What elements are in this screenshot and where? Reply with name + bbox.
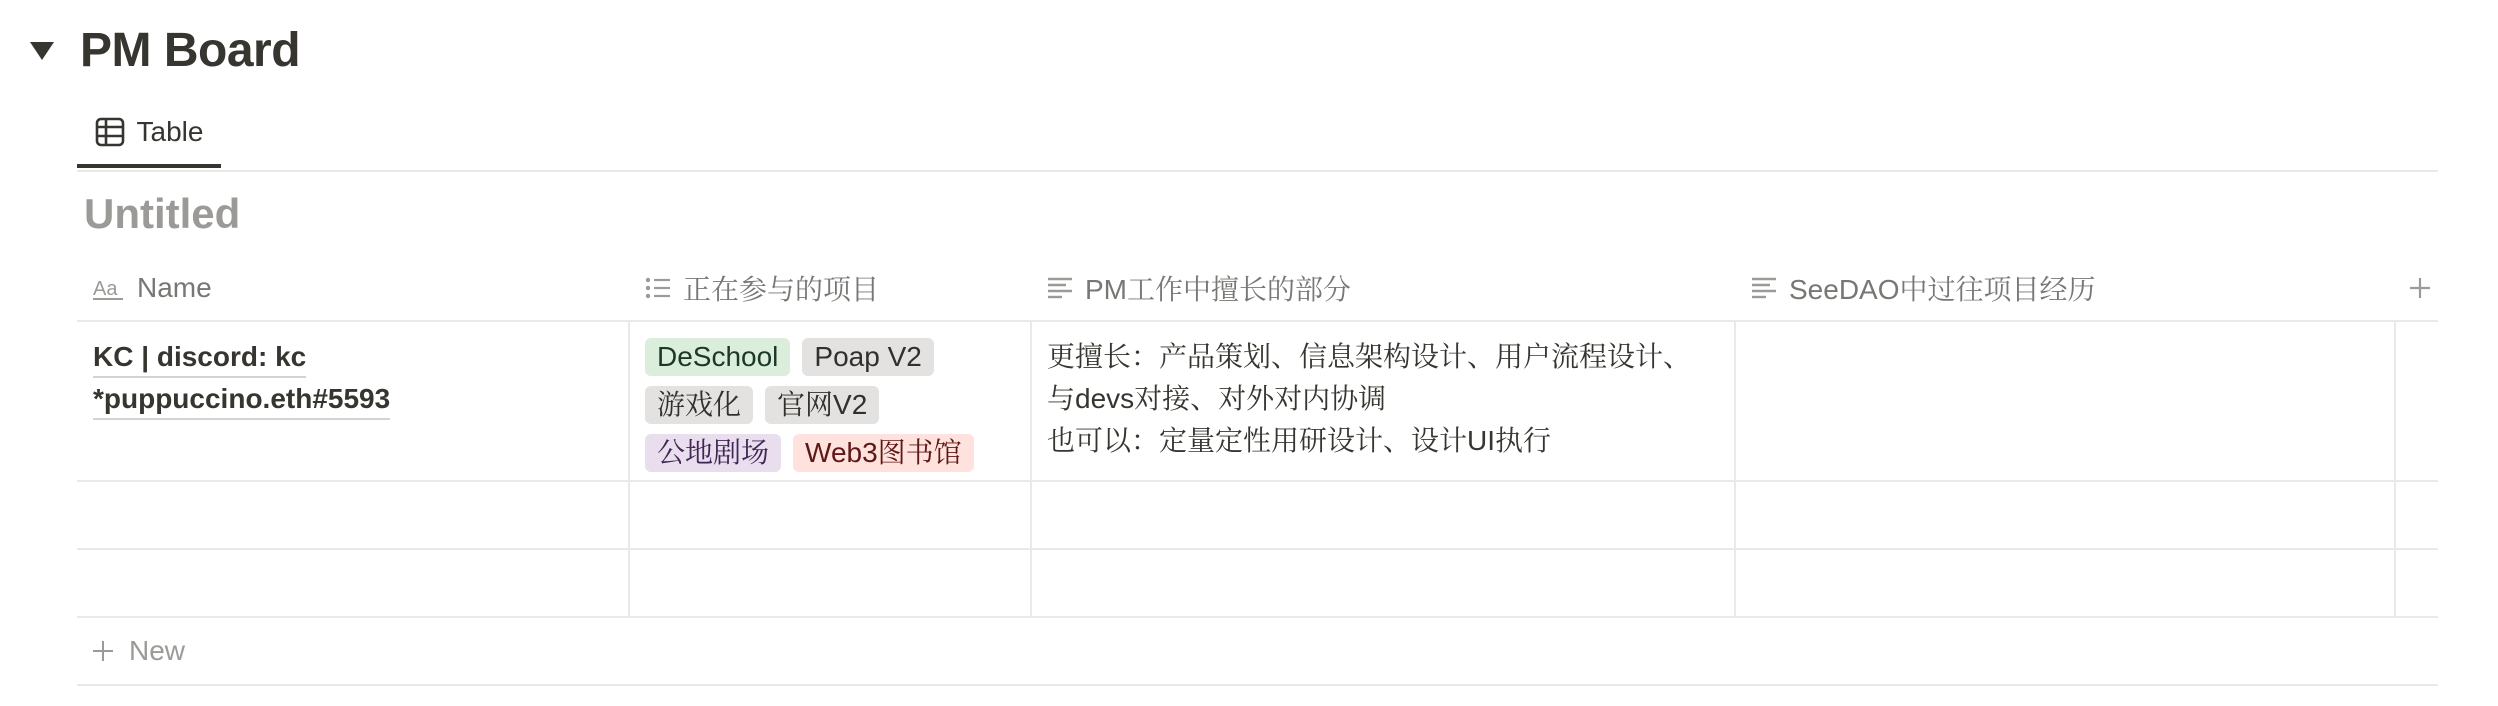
cell-projects[interactable] <box>629 550 1031 616</box>
row-name-line: *puppuccino.eth#5593 <box>93 380 390 420</box>
table-row[interactable] <box>77 550 2438 618</box>
cell-name[interactable] <box>77 550 629 616</box>
database-table <box>77 256 2438 686</box>
row-name[interactable] <box>93 336 390 420</box>
table-header-row <box>77 256 2438 322</box>
strengths-line: 也可以：定量定性用研设计、设计UI执行 <box>1047 425 1552 456</box>
table-row[interactable] <box>77 322 2438 482</box>
column-header-name[interactable] <box>93 256 212 320</box>
cell-strengths[interactable] <box>1031 550 1735 616</box>
table-row[interactable] <box>77 482 2438 550</box>
multi-select-property-icon <box>645 276 671 300</box>
board-title[interactable]: PM Board <box>80 23 301 77</box>
project-tags <box>645 338 1025 472</box>
cell-extra <box>2395 322 2438 480</box>
cell-history[interactable] <box>1735 322 2395 480</box>
table-icon <box>95 117 125 147</box>
column-header-label: 正在参与的项目 <box>683 274 880 305</box>
strengths-line: 与devs对接、对外对内协调 <box>1047 383 1387 414</box>
project-tag[interactable]: DeSchool <box>645 338 790 376</box>
column-header-label: SeeDAO中过往项目经历 <box>1789 274 2096 305</box>
plus-icon <box>91 639 115 663</box>
table-title[interactable]: Untitled <box>84 190 241 237</box>
new-row-button[interactable] <box>77 618 2438 686</box>
view-tab-table[interactable] <box>77 100 221 168</box>
project-tag[interactable]: Web3图书馆 <box>793 434 974 472</box>
board-header <box>30 18 300 82</box>
project-tag[interactable]: 官网V2 <box>765 386 879 424</box>
cell-history[interactable] <box>1735 550 2395 616</box>
cell-projects[interactable] <box>629 322 1031 480</box>
text-property-icon <box>93 276 125 300</box>
row-name-line: KC | discord: kc <box>93 338 306 378</box>
cell-strengths[interactable] <box>1031 482 1735 548</box>
cell-projects[interactable] <box>629 482 1031 548</box>
column-header-history[interactable] <box>1751 256 2096 320</box>
cell-history[interactable] <box>1735 482 2395 548</box>
strengths-text <box>1047 336 1727 462</box>
new-row-label: New <box>129 635 186 666</box>
project-tag[interactable]: 公地剧场 <box>645 434 781 472</box>
view-tabs <box>77 100 2438 172</box>
long-text-property-icon <box>1047 276 1073 300</box>
column-header-projects[interactable] <box>645 256 879 320</box>
cell-name[interactable] <box>77 482 629 548</box>
cell-strengths[interactable] <box>1031 322 1735 480</box>
project-tag[interactable]: Poap V2 <box>802 338 933 376</box>
collapse-toggle-icon[interactable] <box>30 42 54 60</box>
column-header-strengths[interactable] <box>1047 256 1351 320</box>
strengths-line: 更擅长：产品策划、信息架构设计、用户流程设计、 <box>1047 341 1692 372</box>
cell-name[interactable] <box>77 322 629 480</box>
svg-text:Aa: Aa <box>93 278 118 300</box>
plus-icon <box>2408 276 2432 300</box>
long-text-property-icon <box>1751 276 1777 300</box>
view-tab-label: Table <box>136 116 204 147</box>
column-header-label: Name <box>137 272 212 303</box>
add-column-button[interactable] <box>2402 270 2438 306</box>
column-header-label: PM工作中擅长的部分 <box>1085 274 1352 305</box>
project-tag[interactable]: 游戏化 <box>645 386 753 424</box>
